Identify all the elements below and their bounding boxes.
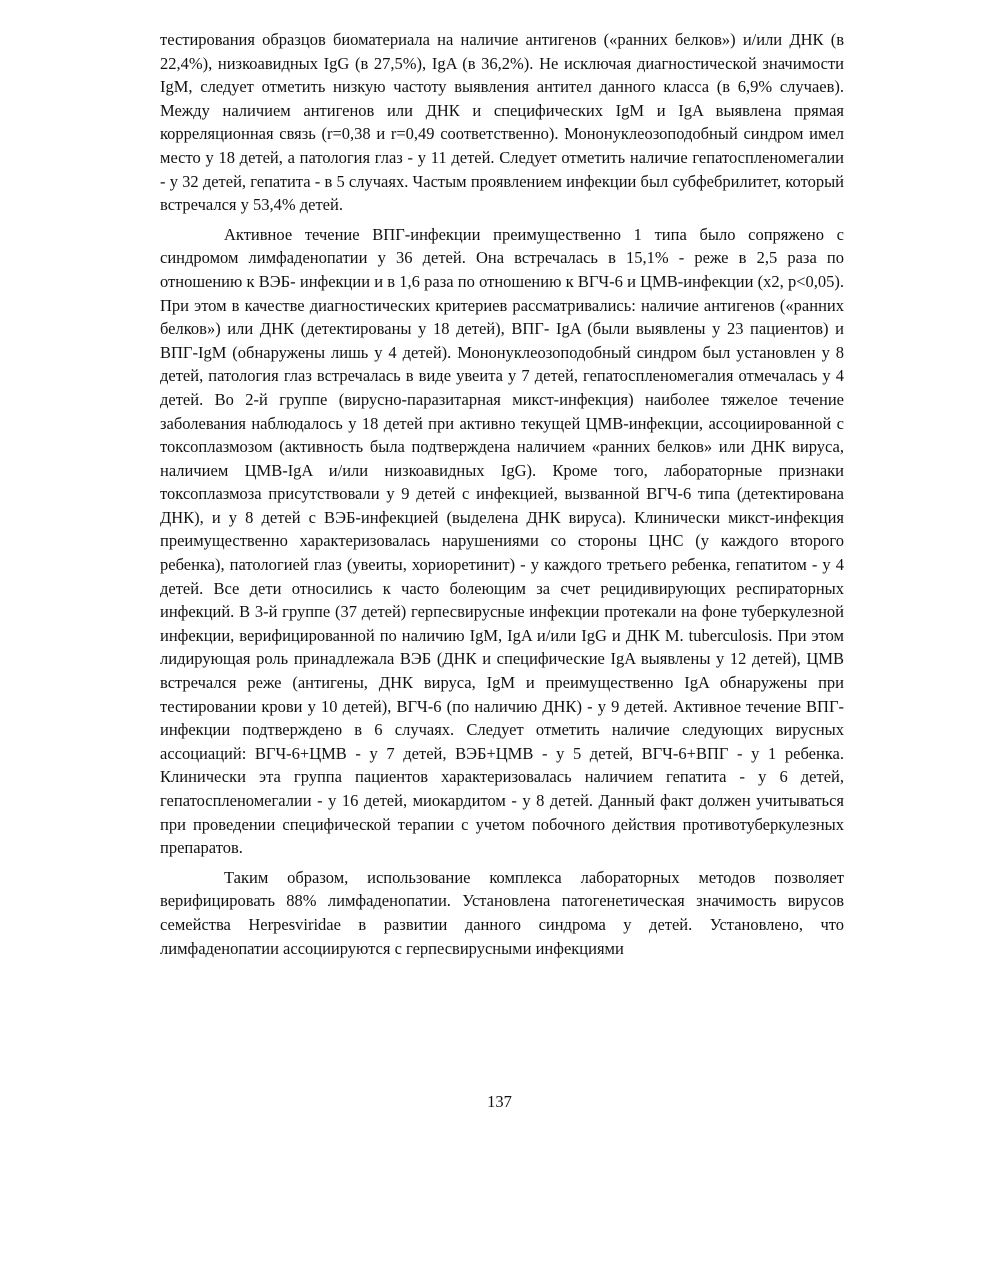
paragraph-conclusion: Таким образом, использование комплекса лабораторных методов позволяет верифицировать 88% лимфаденопатии. Установлена патогенетическая значимость вирусов семейства Herpesviridae в развитии данного синдрома у детей. Установлено, что лимфаденопатии ассоциируются с герпесвирусными инфекциями [160,867,844,958]
paragraph-hsv-infection: Активное течение ВПГ-инфекции преимущественно 1 типа было сопряжено с синдромом лимфаденопатии у 36 детей. Она встречалась в 15,1% - реже в 2,5 раза по отношению к ВЭБ- инфекции и в 1,6 раза по отношению к ВГЧ-6 и ЦМВ-инфекции (x2, p<0,05). При этом в качестве диагностических критериев рассматривались: наличие антигенов («ранних белков») или ДНК (детектированы у 18 детей), ВПГ- IgA (были выявлены у 23 пациентов) и ВПГ-IgM (обнаружены лишь у 4 детей). Мононуклеозоподобный синдром был установлен у 8 детей, патология глаз встречалась в виде увеита у 7 детей, гепатоспленомегалия отмечалась у 4 детей. Во 2-й группе (вирусно-паразитарная микст-инфекция) наиболее тяжелое течение заболевания наблюдалось у 18 детей при активно текущей ЦМВ-инфекции, ассоциированной с токсоплазмозом (активность была подтверждена наличием «ранних белков» или ДНК вируса, наличием ЦМВ-IgA и/или низкоавидных IgG). Кроме того, лабораторные признаки токсоплазмоза присутствовали у 9 детей с инфекцией, вызванной ВГЧ-6 типа (детектирована ДНК), и у 8 детей с ВЭБ-инфекцией (выделена ДНК вируса). Клинически микст-инфекция преимущественно характеризовалась нарушениями со стороны ЦНС (у каждого второго ребенка), патологией глаз (увеиты, хориоретинит) - у каждого третьего ребенка, гепатитом - у 4 детей. Все дети относились к часто болеющим за счет рецидивирующих респираторных инфекций. В 3-й группе (37 детей) герпесвирусные инфекции протекали на фоне туберкулезной инфекции, верифицированной по наличию IgM, IgA и/или IgG и ДНК M. tuberculosis. При этом лидирующая роль принадлежала ВЭБ (ДНК и специфические IgA выявлены у 12 детей), ЦМВ встречался реже (антигены, ДНК вируса, IgM и преимущественно IgA обнаружены при тестировании крови у 10 детей), ВГЧ-6 (по наличию ДНК) - у 9 детей. Активное течение ВПГ-инфекции подтверждено в 6 случаях. Следует отметить наличие следующих вирусных ассоциаций: ВГЧ-6+ЦМВ - у 7 детей, ВЭБ+ЦМВ - у 5 детей, ВГЧ-6+ВПГ - у 1 ребенка. Клинически эта группа пациентов характеризовалась наличием гепатита - у 6 детей, гепатоспленомегалии - у 16 детей, миокардитом - у 8 детей. Данный факт должен учитываться при проведении специфической терапии с учетом побочного действия противотуберкулезных препаратов. [160,224,844,858]
page-body [160,28,844,960]
page-number: 137 [487,1092,512,1111]
paragraph-continuation: тестирования образцов биоматериала на наличие антигенов («ранних белков») и/или ДНК (в 22,4%), низкоавидных IgG (в 27,5%), IgA (в 36,2%). Не исключая диагностической значимости IgM, следует отметить низкую частоту выявления антител данного класса (в 6,9% случаев). Между наличием антигенов или ДНК и специфических IgM и IgA выявлена прямая корреляционная связь (r=0,38 и r=0,49 соответственно). Мононуклеозоподобный синдром имел место у 18 детей, а патология глаз - у 11 детей. Следует отметить наличие гепатоспленомегалии - у 32 детей, гепатита - в 5 случаях. Частым проявлением инфекции был субфебрилитет, который встречался у 53,4% детей. [160,30,844,215]
